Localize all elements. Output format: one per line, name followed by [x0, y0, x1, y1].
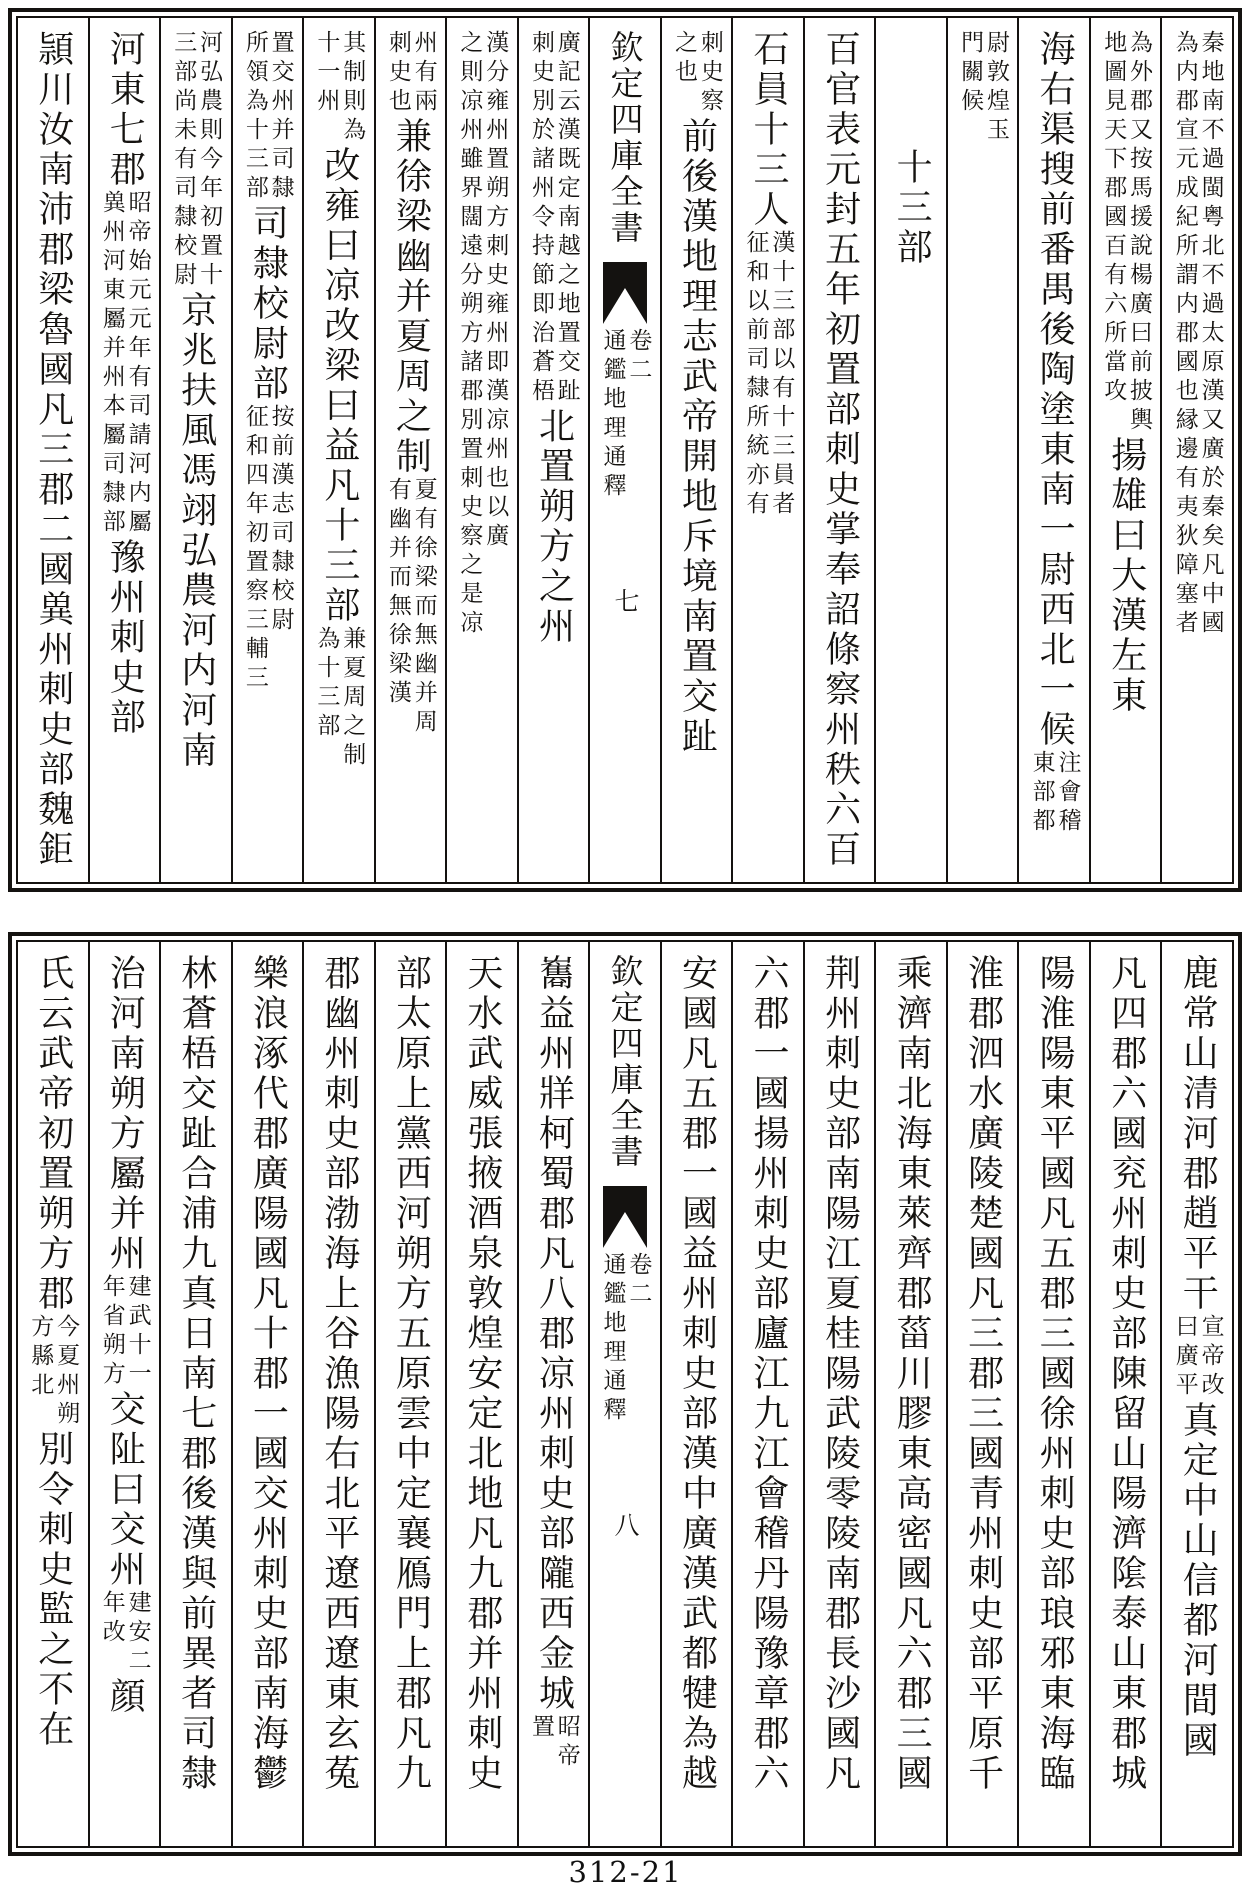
annotation-note [528, 1714, 579, 1772]
large-text-run: 荆州刺史部南陽江夏桂陽武陵零陵南郡長沙國凡 [819, 954, 861, 1794]
annotation-note [1100, 30, 1151, 436]
text-column [88, 942, 160, 1846]
text-column [1089, 18, 1161, 882]
large-text-run: 鹿常山清河郡趙平干 [1177, 954, 1219, 1314]
large-text-run: 樂浪涿代郡廣陽國凡十郡一國交州刺史部南海鬱 [247, 954, 289, 1794]
bottom-page-block [16, 940, 1234, 1848]
annotation-left-line: 地圖見天下郡國百有六所當攻 [1100, 30, 1127, 407]
large-text-run: 石員十三人 [748, 30, 790, 230]
annotation-left-line: 為内郡宣元成紀所謂内郡國也縁邊有夷狄障塞者 [1171, 30, 1198, 639]
annotation-note [457, 30, 508, 639]
banxin-book-title: 通鑑地理通釋 [599, 328, 626, 502]
large-text-run: 司隸校尉部 [247, 204, 289, 404]
annotation-left-line: 置 [527, 1714, 554, 1743]
annotation-left-line: 刺史別於諸州令持節即治蒼梧 [527, 30, 554, 407]
annotation-note [99, 1590, 150, 1677]
large-text-run: 凡四郡六國兖州刺史部陳留山陽濟隂泰山東郡城 [1105, 954, 1147, 1794]
large-text-run: 京兆扶風馮翊弘農河内河南 [175, 291, 217, 771]
text-column [445, 942, 517, 1846]
large-text-run: 氏云武帝初置朔方郡 [32, 954, 74, 1314]
page-number: 八 [610, 1512, 640, 1537]
annotation-left-line: 年改 [98, 1590, 125, 1648]
annotation-note [528, 30, 579, 407]
annotation-right-line: 昭帝始元元年有司請河内屬 [124, 190, 151, 538]
annotation-right-line: 廣記云漢既定南越之地置交趾 [553, 30, 580, 407]
annotation-right-line: 今夏州朔 [53, 1314, 80, 1430]
annotation-left-line: 年省朔方 [98, 1274, 125, 1390]
text-column [445, 18, 517, 882]
large-text-run: 治河南朔方屬并州 [104, 954, 146, 1274]
banxin-column [588, 18, 660, 882]
text-column [374, 18, 446, 882]
large-text-run: 淮郡泗水廣陵楚國凡三郡三國青州刺史部平原千 [962, 954, 1004, 1794]
text-column [18, 942, 88, 1846]
text-column [302, 18, 374, 882]
annotation-right-line: 宣帝改 [1197, 1314, 1224, 1401]
text-column [1017, 942, 1089, 1846]
annotation-right-line: 河弘農則今年初置十 [196, 30, 223, 291]
annotation-right-line: 秦地南不過閩粤北不過太原漢又廣於秦矣凡中國 [1197, 30, 1224, 639]
annotation-right-line: 注會稽 [1054, 750, 1081, 837]
annotation-right-line: 兼夏周之制 [339, 626, 366, 771]
large-text-run: 別令刺史監之不在 [32, 1430, 74, 1750]
annotation-left-line: 征和四年初置察三輔三 [241, 404, 268, 694]
large-text-run: 交阯曰交州 [104, 1390, 146, 1590]
annotation-left-line: 刺史也 [384, 30, 411, 117]
text-column [874, 18, 946, 882]
text-column [517, 18, 589, 882]
fishtail-icon [603, 1186, 647, 1248]
top-page-block [16, 16, 1234, 884]
text-column [660, 942, 732, 1846]
annotation-right-line: 漢分雍州置朔方刺史雍州即漢凉州也以廣 [482, 30, 509, 552]
large-text-run: 改雍曰凉改梁曰益凡十三部 [318, 146, 360, 626]
bottom-columns [18, 942, 1232, 1846]
large-text-run: 天水武威張掖酒泉敦煌安定北地凡九郡并州刺史 [461, 954, 503, 1794]
annotation-note [1029, 750, 1080, 837]
large-text-run: 顔 [104, 1677, 146, 1717]
text-column [731, 942, 803, 1846]
annotation-left-line: 兾州河東屬并州本屬司隸部 [98, 190, 125, 538]
annotation-right-line: 刺史察 [696, 30, 723, 117]
banxin-header: 欽定四庫全書 [605, 954, 645, 1170]
annotation-note [314, 30, 365, 146]
text-column [1017, 18, 1089, 882]
text-column [946, 942, 1018, 1846]
annotation-note [385, 30, 436, 117]
annotation-right-line: 按前漢志司隸校尉 [267, 404, 294, 636]
fishtail-icon [603, 262, 647, 324]
text-column [517, 942, 589, 1846]
large-text-run: 頴川汝南沛郡梁魯國凡三郡二國兾州刺史部魏鉅 [32, 30, 74, 870]
text-column [946, 18, 1018, 882]
text-column [231, 942, 303, 1846]
large-text-run: 海右渠搜前番禺後陶塗東南一尉西北一候 [1034, 30, 1076, 750]
annotation-note [99, 1274, 150, 1390]
banxin-caption [600, 1252, 651, 1426]
annotation-note [743, 230, 794, 520]
annotation-note [99, 190, 150, 538]
text-column [88, 18, 160, 882]
text-column [18, 18, 88, 882]
large-text-run: 部太原上黨西河朔方五原雲中定襄鴈門上郡凡九 [390, 954, 432, 1794]
large-text-run: 雟益州牂柯蜀郡凡八郡凉州刺史部隴西金城 [533, 954, 575, 1714]
annotation-left-line: 十一州 [313, 30, 340, 117]
annotation-left-line: 征和以前司隸所統亦有 [742, 230, 769, 520]
large-text-run: 乘濟南北海東萊齊郡菑川膠東高密國凡六郡三國 [891, 954, 933, 1794]
text-column [159, 18, 231, 882]
annotation-note [242, 30, 293, 204]
annotation-note [1172, 30, 1223, 639]
banxin-column [588, 942, 660, 1846]
annotation-right-line: 尉敦煌玉 [982, 30, 1009, 146]
text-column [803, 942, 875, 1846]
annotation-right-line: 漢十三部以有十三員者 [768, 230, 795, 520]
large-text-run: 北置朔方之州 [533, 407, 575, 647]
annotation-left-line: 之也 [671, 30, 698, 88]
annotation-left-line: 有幽并而無徐梁漢 [384, 477, 411, 709]
large-text-run: 揚雄曰大漢左東 [1105, 436, 1147, 716]
large-text-run: 河東七郡 [104, 30, 146, 190]
top-columns [18, 18, 1232, 882]
annotation-left-line: 為十三部 [313, 626, 340, 742]
annotation-note [385, 477, 436, 738]
annotation-right-line: 州有兩 [410, 30, 437, 117]
large-text-run: 林蒼梧交趾合浦九真日南七郡後漢與前異者司隸 [175, 954, 217, 1794]
annotation-left-line: 東部都 [1028, 750, 1055, 837]
text-column [374, 942, 446, 1846]
annotation-right-line: 置交州并司隸 [267, 30, 294, 204]
banxin-volume: 卷二 [625, 1252, 652, 1310]
text-column [660, 18, 732, 882]
large-text-run: 前後漢地理志武帝開地斥境南置交趾 [676, 117, 718, 757]
annotation-left-line: 門關候 [957, 30, 984, 117]
annotation-note [1172, 1314, 1223, 1401]
annotation-left-line: 方縣北 [27, 1314, 54, 1401]
banxin-header: 欽定四庫全書 [605, 30, 645, 246]
text-column [803, 18, 875, 882]
large-text-run: 六郡一國揚州刺史部廬江九江會稽丹陽豫章郡六 [748, 954, 790, 1794]
large-text-run: 真定中山信都河間國 [1177, 1401, 1219, 1761]
annotation-note [242, 404, 293, 694]
annotation-left-line: 所領為十三部 [241, 30, 268, 204]
banxin-book-title: 通鑑地理通釋 [599, 1252, 626, 1426]
annotation-right-line: 夏有徐梁而無幽并周 [410, 477, 437, 738]
annotation-note [170, 30, 221, 291]
section-heading: 十三部 [891, 148, 933, 268]
annotation-right-line: 為外郡又按馬援說楊廣曰前披輿 [1126, 30, 1153, 436]
text-column [1089, 942, 1161, 1846]
large-text-run: 郡幽州刺史部渤海上谷漁陽右北平遼西遼東玄菟 [318, 954, 360, 1794]
annotation-right-line: 其制則為 [339, 30, 366, 146]
large-text-run: 陽淮陽東平國凡五郡三國徐州刺史部琅邪東海臨 [1034, 954, 1076, 1794]
annotation-left-line: 曰廣平 [1171, 1314, 1198, 1401]
text-column [231, 18, 303, 882]
text-column [159, 942, 231, 1846]
large-text-run: 豫州刺史部 [104, 538, 146, 738]
annotation-note [671, 30, 722, 117]
banxin-caption [600, 328, 651, 502]
text-column [1160, 942, 1232, 1846]
banxin-volume: 卷二 [625, 328, 652, 386]
large-text-run: 安國凡五郡一國益州刺史部漢中廣漢武都犍為越 [676, 954, 718, 1794]
annotation-right-line: 昭帝 [553, 1714, 580, 1772]
annotation-note [957, 30, 1008, 146]
large-text-run: 百官表元封五年初置部刺史掌奉詔條察州秩六百 [819, 30, 861, 870]
text-column [731, 18, 803, 882]
annotation-right-line: 建安二 [124, 1590, 151, 1677]
annotation-note [314, 626, 365, 771]
annotation-note [27, 1314, 78, 1430]
large-text-run: 兼徐梁幽并夏周之制 [390, 117, 432, 477]
scan-page-label: 312-21 [568, 1855, 683, 1889]
text-column [874, 942, 946, 1846]
annotation-left-line: 三部尚未有司隸校尉 [170, 30, 197, 291]
text-column [1160, 18, 1232, 882]
text-column [302, 942, 374, 1846]
page-number: 七 [610, 588, 640, 613]
annotation-left-line: 之則凉州雖界闊遠分朔方諸郡別置刺史察之是凉 [456, 30, 483, 639]
annotation-right-line: 建武十一 [124, 1274, 151, 1390]
